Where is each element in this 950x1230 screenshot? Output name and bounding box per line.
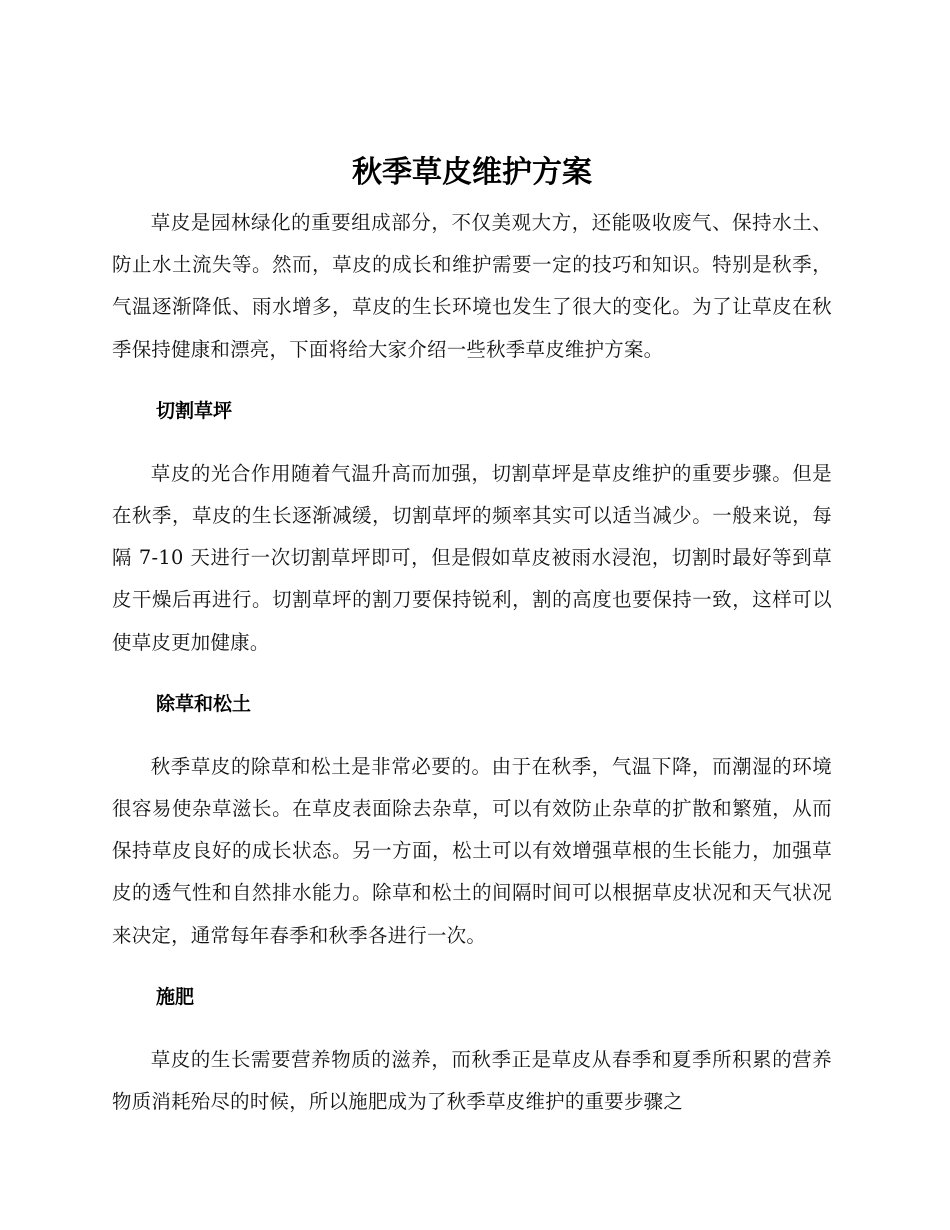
document-page (112, 148, 832, 1123)
section-body-mowing: 草皮的光合作用随着气温升高而加强，切割草坪是草皮维护的重要步骤。但是在秋季，草皮的生长逐渐减缓，切割草坪的频率其实可以适当减少。一般来说，每隔 7-10 天进行一次切割草坪即可，但是假如草皮被雨水浸泡，切割时最好等到草皮干燥后再进行。切割草坪的割刀要保持锐利，割的高度也要保持一致，这样可以使草皮更加健康。 (112, 461, 832, 654)
section-heading-weeding: 除草和松土 (156, 692, 252, 715)
intro-paragraph: 草皮是园林绿化的重要组成部分，不仅美观大方，还能吸收废气、保持水土、防止水土流失等。然而，草皮的成长和维护需要一定的技巧和知识。特别是秋季，气温逐渐降低、雨水增多，草皮的生长环境也发生了很大的变化。为了让草皮在秋季保持健康和漂亮，下面将给大家介绍一些秋季草皮维护方案。 (112, 211, 832, 361)
section-body-weeding: 秋季草皮的除草和松土是非常必要的。由于在秋季，气温下降，而潮湿的环境很容易使杂草滋长。在草皮表面除去杂草，可以有效防止杂草的扩散和繁殖，从而保持草皮良好的成长状态。另一方面，松土可以有效增强草根的生长能力，加强草皮的透气性和自然排水能力。除草和松土的间隔时间可以根据草皮状况和天气状况来决定，通常每年春季和秋季各进行一次。 (112, 754, 832, 947)
section-body-fertilizing: 草皮的生长需要营养物质的滋养，而秋季正是草皮从春季和夏季所积累的营养物质消耗殆尽的时候，所以施肥成为了秋季草皮维护的重要步骤之 (112, 1047, 832, 1114)
document-title: 秋季草皮维护方案 (352, 155, 592, 190)
section-heading-mowing: 切割草坪 (156, 399, 233, 422)
section-heading-fertilizing: 施肥 (156, 985, 195, 1008)
